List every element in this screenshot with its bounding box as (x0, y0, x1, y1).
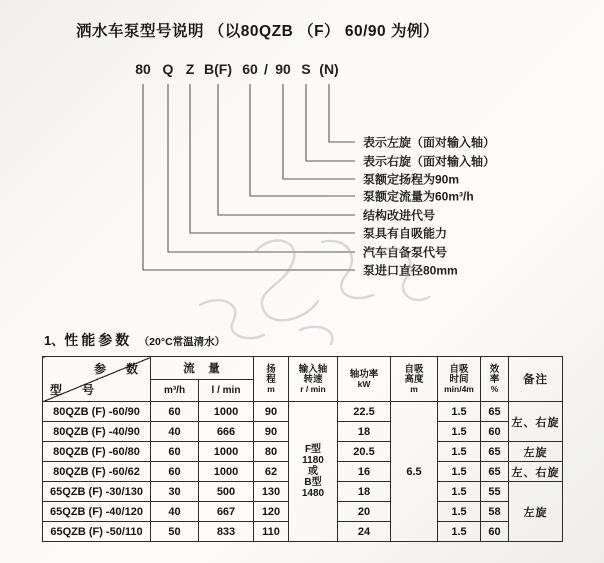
code-connector-line (306, 84, 355, 161)
model-code-part: 90 (275, 61, 291, 77)
corner-model-label: 型 号 (50, 383, 99, 397)
header-input-speed: 输入轴 转速 r / min (289, 357, 338, 402)
model-code-part: (N) (319, 61, 339, 77)
code-connector-line (190, 84, 355, 233)
cell-head: 110 (254, 522, 289, 542)
header-shaft-power: 轴功率 kW (338, 357, 391, 402)
cell-efficiency: 65 (481, 442, 509, 462)
cell-shaft-power: 18 (338, 482, 391, 502)
header-efficiency: 效 率 % (481, 357, 509, 402)
cell-efficiency: 65 (481, 462, 509, 482)
cell-model: 80QZB (F) -40/90 (43, 422, 151, 442)
cell-shaft-power: 24 (338, 522, 391, 542)
table-row (43, 402, 563, 422)
table-body (43, 402, 563, 542)
code-connector-line (143, 84, 355, 270)
cell-model: 80QZB (F) -60/90 (43, 402, 151, 422)
cell-remark: 左、右旋 (509, 402, 563, 442)
cell-flow-m3h: 40 (151, 502, 199, 522)
section-number: 1、 (44, 333, 65, 348)
cell-remark: 左、右旋 (509, 462, 563, 482)
code-meaning-label: 泵进口直径80mm (363, 263, 458, 278)
code-meaning-label: 汽车自备泵代号 (363, 245, 448, 260)
cell-flow-lmin: 667 (199, 502, 254, 522)
cell-model: 65QZB (F) -40/120 (43, 502, 151, 522)
performance-table (42, 356, 563, 542)
cell-model: 65QZB (F) -30/130 (43, 482, 151, 502)
table-corner-cell (43, 357, 151, 402)
code-meaning-label: 泵具有自吸能力 (363, 226, 448, 241)
code-connector-line (250, 84, 355, 196)
cell-flow-lmin: 500 (199, 482, 254, 502)
model-code-part: Z (185, 61, 195, 77)
cell-head: 90 (254, 402, 289, 422)
cell-model: 80QZB (F) -60/62 (43, 462, 151, 482)
model-code-separator: / (264, 61, 268, 77)
model-code-part: S (301, 61, 311, 77)
cell-suction-time: 1.5 (438, 422, 481, 442)
cell-input-speed: F型 1180 或 B型 1480 (289, 402, 338, 542)
cell-efficiency: 65 (481, 402, 509, 422)
cell-efficiency: 58 (481, 502, 509, 522)
code-connector-line (218, 84, 355, 215)
cell-head: 62 (254, 462, 289, 482)
code-meaning-label: 泵额定扬程为90m (363, 172, 460, 187)
cell-flow-lmin: 1000 (199, 402, 254, 422)
cell-suction-time: 1.5 (438, 442, 481, 462)
code-meaning-label: 表示右旋（面对输入轴） (363, 154, 496, 169)
corner-param-label: 参 数 (93, 362, 142, 376)
cell-flow-m3h: 60 (151, 442, 199, 462)
cell-suction-time: 1.5 (438, 402, 481, 422)
cell-flow-lmin: 833 (199, 522, 254, 542)
header-flow: 流 量 (151, 357, 254, 380)
cell-efficiency: 60 (481, 422, 509, 442)
cell-remark: 左旋 (509, 442, 563, 462)
model-code-part: 60 (242, 61, 258, 77)
code-connector-line (329, 84, 355, 142)
cell-remark: 左旋 (509, 482, 563, 542)
page-title: 洒水车泵型号说明 （以80QZB （F） 60/90 为例） (76, 23, 439, 40)
cell-head: 120 (254, 502, 289, 522)
cell-shaft-power: 18 (338, 422, 391, 442)
header-remark: 备注 (509, 357, 563, 402)
cell-flow-m3h: 40 (151, 422, 199, 442)
cell-flow-m3h: 30 (151, 482, 199, 502)
model-code-part: B(F) (204, 61, 232, 77)
header-lmin: l / min (199, 380, 254, 402)
section-title (44, 330, 225, 350)
section-name: 性能参数 (64, 332, 133, 348)
cell-suction-time: 1.5 (438, 522, 481, 542)
header-suction-height: 自吸 高度 m (391, 357, 438, 402)
cell-flow-m3h: 60 (151, 402, 199, 422)
cell-flow-lmin: 1000 (199, 442, 254, 462)
cell-suction-height: 6.5 (391, 402, 438, 542)
cell-shaft-power: 20.5 (338, 442, 391, 462)
model-code-part: Q (162, 61, 174, 77)
cell-model: 80QZB (F) -60/80 (43, 442, 151, 462)
model-code-part: 80 (135, 61, 151, 77)
header-head: 扬 程 m (254, 357, 289, 402)
cell-head: 90 (254, 422, 289, 442)
code-meaning-label: 结构改进代号 (363, 208, 436, 223)
cell-efficiency: 60 (481, 522, 509, 542)
cell-shaft-power: 16 (338, 462, 391, 482)
header-suction-time: 自吸 时间 min/4m (438, 357, 481, 402)
cell-head: 130 (254, 482, 289, 502)
cell-efficiency: 55 (481, 482, 509, 502)
cell-shaft-power: 22.5 (338, 402, 391, 422)
cell-shaft-power: 20 (338, 502, 391, 522)
cell-flow-lmin: 1000 (199, 462, 254, 482)
cell-head: 80 (254, 442, 289, 462)
code-connector-line (283, 84, 355, 179)
cell-flow-m3h: 60 (151, 462, 199, 482)
code-connector-line (168, 84, 355, 252)
cell-model: 65QZB (F) -50/110 (43, 522, 151, 542)
ladder-lines (143, 84, 355, 270)
header-m3h: m³/h (151, 380, 199, 402)
cell-suction-time: 1.5 (438, 462, 481, 482)
section-condition: （20°C常温清水） (138, 336, 226, 348)
code-meaning-label: 表示左旋（面对输入轴） (363, 135, 496, 150)
cell-suction-time: 1.5 (438, 502, 481, 522)
cell-flow-lmin: 666 (199, 422, 254, 442)
code-meaning-label: 泵额定流量为60m³/h (363, 189, 474, 204)
cell-suction-time: 1.5 (438, 482, 481, 502)
cell-flow-m3h: 50 (151, 522, 199, 542)
